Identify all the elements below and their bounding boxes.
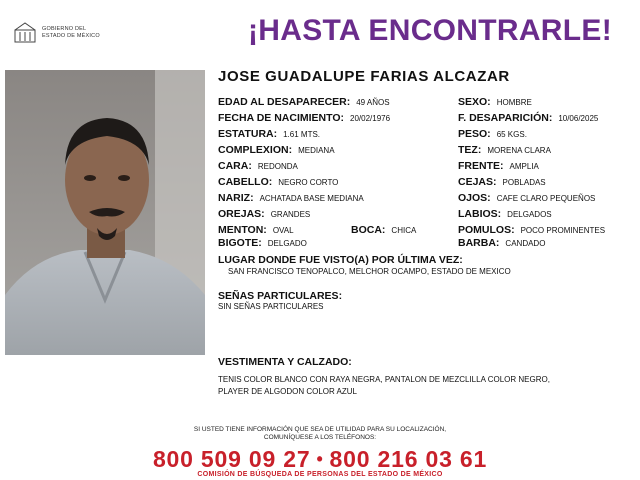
- field-value: GRANDES: [270, 210, 311, 219]
- field-value: DELGADOS: [507, 210, 552, 219]
- field-value: POBLADAS: [502, 178, 546, 187]
- field-value: 49 AÑOS: [356, 98, 390, 107]
- field-fecha-nacimiento: [218, 112, 390, 125]
- field-label: BARBA:: [458, 237, 500, 249]
- field-menton: [218, 224, 294, 237]
- senas-text: SIN SEÑAS PARTICULARES: [218, 302, 324, 311]
- field-label: POMULOS:: [458, 224, 515, 236]
- field-value: DELGADO: [267, 239, 307, 248]
- field-label: F. DESAPARICIÓN:: [458, 112, 553, 124]
- senas-title: SEÑAS PARTICULARES:: [218, 290, 343, 302]
- field-label: TEZ:: [458, 144, 482, 156]
- field-label: ESTATURA:: [218, 128, 278, 140]
- field-value: 65 KGS.: [496, 130, 527, 139]
- field-labios: [458, 208, 552, 221]
- field-value: HOMBRE: [496, 98, 532, 107]
- field-label: SEXO:: [458, 96, 491, 108]
- field-label: LABIOS:: [458, 208, 502, 220]
- field-label: PESO:: [458, 128, 491, 140]
- field-sexo: [458, 96, 532, 109]
- government-logo: [12, 20, 122, 46]
- comision-name: COMISIÓN DE BÚSQUEDA DE PERSONAS DEL ESTADO DE MÉXICO: [197, 471, 443, 478]
- field-label: OJOS:: [458, 192, 491, 204]
- field-boca: [351, 224, 416, 237]
- field-value: 20/02/1976: [350, 114, 391, 123]
- field-value: AMPLIA: [509, 162, 539, 171]
- field-value: MORENA CLARA: [487, 146, 551, 155]
- field-label: CABELLO:: [218, 176, 273, 188]
- vestimenta-title: VESTIMENTA Y CALZADO:: [218, 356, 352, 368]
- field-cara: [218, 160, 298, 173]
- field-label: BIGOTE:: [218, 237, 262, 249]
- field-value: POCO PROMINENTES: [520, 226, 606, 235]
- field-fecha-desaparicion: [458, 112, 598, 125]
- field-value: OVAL: [272, 226, 294, 235]
- field-barba: [458, 237, 545, 250]
- phone-number-2[interactable]: 800 216 03 61: [329, 446, 488, 472]
- government-name: [42, 26, 100, 40]
- footer-note-2: COMUNÍQUESE A LOS TELÉFONOS:: [263, 434, 377, 441]
- field-cejas: [458, 176, 546, 189]
- field-label: COMPLEXION:: [218, 144, 293, 156]
- field-label: CARA:: [218, 160, 252, 172]
- gov-line-1: GOBIERNO DEL: [42, 26, 87, 32]
- lugar-title: LUGAR DONDE FUE VISTO(A) POR ÚLTIMA VEZ:: [218, 254, 463, 266]
- person-name: JOSE GUADALUPE FARIAS ALCAZAR: [218, 68, 510, 85]
- field-complexion: [218, 144, 335, 157]
- field-value: CAFE CLARO PEQUEÑOS: [496, 194, 596, 203]
- field-label: FRENTE:: [458, 160, 504, 172]
- field-pomulos: [458, 224, 605, 237]
- field-label: FECHA DE NACIMIENTO:: [218, 112, 344, 124]
- field-edad: [218, 96, 390, 109]
- field-label: CEJAS:: [458, 176, 497, 188]
- footer-note-1: SI USTED TIENE INFORMACIÓN QUE SEA DE UTILIDAD PARA SU LOCALIZACIÓN,: [193, 426, 447, 433]
- field-nariz: [218, 192, 364, 205]
- field-label: BOCA:: [351, 224, 386, 236]
- field-label: OREJAS:: [218, 208, 265, 220]
- field-value: NEGRO CORTO: [278, 178, 339, 187]
- field-value: 10/06/2025: [558, 114, 599, 123]
- vestimenta-line-1: TENIS COLOR BLANCO CON RAYA NEGRA, PANTALON DE MEZCLILLA COLOR NEGRO,: [218, 375, 550, 384]
- field-tez: [458, 144, 551, 157]
- phone-separator: •: [316, 449, 324, 469]
- field-value: CHICA: [391, 226, 417, 235]
- gov-line-2: ESTADO DE MÉXICO: [42, 33, 100, 39]
- field-label: EDAD AL DESAPARECER:: [218, 96, 351, 108]
- field-value: ACHATADA BASE MEDIANA: [259, 194, 364, 203]
- field-value: 1.61 MTS.: [283, 130, 321, 139]
- field-value: CANDADO: [505, 239, 546, 248]
- field-estatura: [218, 128, 320, 141]
- field-label: NARIZ:: [218, 192, 254, 204]
- person-photo: [5, 70, 205, 355]
- field-frente: [458, 160, 539, 173]
- phone-numbers: [0, 446, 640, 473]
- field-ojos: [458, 192, 595, 205]
- field-label: MENTON:: [218, 224, 267, 236]
- vestimenta-line-2: PLAYER DE ALGODON COLOR AZUL: [218, 387, 358, 396]
- field-value: MEDIANA: [298, 146, 335, 155]
- state-emblem-icon: [12, 21, 38, 45]
- field-value: REDONDA: [257, 162, 298, 171]
- headline: ¡HASTA ENCONTRARLE!: [248, 14, 613, 47]
- lugar-text: SAN FRANCISCO TENOPALCO, MELCHOR OCAMPO, ESTADO DE MEXICO: [228, 267, 511, 276]
- field-peso: [458, 128, 527, 141]
- field-orejas: [218, 208, 310, 221]
- phone-number-1[interactable]: 800 509 09 27: [152, 446, 311, 472]
- field-bigote: [218, 237, 307, 250]
- field-cabello: [218, 176, 338, 189]
